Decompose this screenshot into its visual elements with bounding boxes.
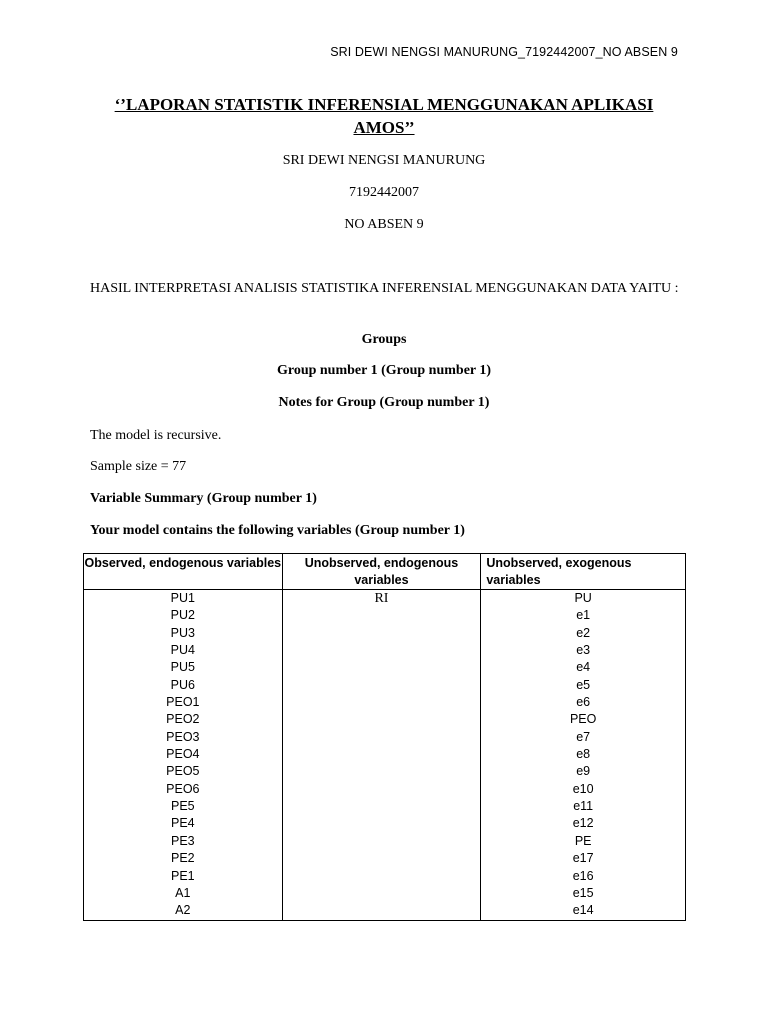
unobserved-endogenous-cell: [283, 902, 481, 919]
unobserved-exogenous-cell: e11: [573, 799, 594, 814]
groups-heading: Groups: [361, 332, 407, 347]
unobserved-endogenous-column: [282, 590, 481, 921]
unobserved-endogenous-cell: RI: [374, 591, 389, 606]
author-name: SRI DEWI NENGSI MANURUNG: [282, 153, 486, 168]
table-header-row: [84, 554, 686, 590]
unobserved-endogenous-cell: [283, 711, 481, 728]
notes-heading: Notes for Group (Group number 1): [278, 395, 490, 410]
intro-paragraph: HASIL INTERPRETASI ANALISIS STATISTIKA INFERENSIAL MENGGUNAKAN DATA YAITU :: [90, 281, 679, 296]
unobserved-exogenous-cell: e6: [576, 695, 591, 710]
model-recursive-note: The model is recursive.: [90, 428, 222, 443]
observed-variable-cell: PE4: [171, 816, 195, 831]
unobserved-exogenous-cell: e1: [576, 608, 591, 623]
unobserved-endogenous-cell: [283, 625, 481, 642]
unobserved-exogenous-cell: e8: [576, 747, 591, 762]
unobserved-exogenous-cell: e9: [576, 764, 591, 779]
observed-endogenous-column: [84, 590, 283, 921]
unobserved-exogenous-cell: e3: [576, 643, 591, 658]
header-unobserved-endogenous: Unobserved, endogenous variables: [282, 554, 481, 590]
unobserved-endogenous-cell: [283, 659, 481, 676]
unobserved-endogenous-cell: [283, 763, 481, 780]
unobserved-endogenous-cell: [283, 642, 481, 659]
unobserved-exogenous-column: [481, 590, 686, 921]
observed-variable-cell: PEO2: [166, 712, 200, 727]
unobserved-exogenous-cell: e12: [572, 816, 594, 831]
header-observed-endogenous: Observed, endogenous variables: [84, 554, 283, 590]
table-body-row: [84, 590, 686, 921]
observed-variable-cell: PE2: [171, 851, 195, 866]
unobserved-endogenous-cell: [283, 607, 481, 624]
unobserved-endogenous-cell: [283, 833, 481, 850]
unobserved-endogenous-cell: [283, 781, 481, 798]
unobserved-exogenous-cell: e17: [572, 851, 594, 866]
unobserved-endogenous-cell: [283, 746, 481, 763]
observed-variable-cell: PE3: [171, 833, 195, 848]
unobserved-exogenous-cell: e4: [576, 660, 591, 675]
unobserved-endogenous-cell: [283, 798, 481, 815]
unobserved-exogenous-cell: e10: [572, 781, 594, 796]
observed-variable-cell: PEO6: [166, 781, 200, 796]
author-absen: NO ABSEN 9: [344, 217, 424, 232]
observed-variable-cell: PE5: [171, 799, 195, 814]
unobserved-exogenous-cell: e14: [572, 903, 594, 918]
unobserved-endogenous-cell: [283, 677, 481, 694]
variable-summary-subheading: Your model contains the following variables (Group number 1): [90, 523, 465, 538]
unobserved-endogenous-cell: [283, 729, 481, 746]
observed-variable-cell: PU4: [170, 643, 195, 658]
unobserved-exogenous-cell: e16: [572, 868, 594, 883]
observed-variable-cell: PE1: [171, 868, 195, 883]
observed-variable-cell: PEO1: [166, 695, 200, 710]
unobserved-endogenous-cell: [283, 885, 481, 902]
observed-variable-cell: PU3: [170, 625, 195, 640]
unobserved-exogenous-cell: e15: [572, 885, 594, 900]
observed-variable-cell: PU1: [170, 591, 195, 605]
header-unobserved-exogenous: Unobserved, exogenous variables: [481, 554, 686, 590]
unobserved-exogenous-cell: PE: [574, 833, 592, 848]
observed-variable-cell: PU5: [170, 660, 195, 675]
unobserved-endogenous-cell: [283, 850, 481, 867]
page-header: SRI DEWI NENGSI MANURUNG_7192442007_NO ABSEN 9: [330, 45, 678, 59]
unobserved-exogenous-cell: e5: [576, 677, 591, 692]
unobserved-exogenous-cell: e7: [576, 729, 591, 744]
observed-variable-cell: A1: [175, 885, 191, 900]
observed-variable-cell: A2: [175, 903, 191, 918]
unobserved-endogenous-cell: [283, 815, 481, 832]
observed-variable-cell: PEO4: [166, 747, 200, 762]
observed-variable-cell: PEO5: [166, 764, 200, 779]
variable-summary-heading: Variable Summary (Group number 1): [90, 491, 317, 506]
sample-size-note: Sample size = 77: [90, 459, 187, 474]
author-id: 7192442007: [349, 185, 419, 200]
report-title: ‘’LAPORAN STATISTIK INFERENSIAL MENGGUNAKAN APLIKASI AMOS’’: [114, 95, 654, 137]
variables-table: [83, 553, 686, 921]
group-number-line: Group number 1 (Group number 1): [276, 363, 492, 378]
unobserved-exogenous-cell: PU: [574, 591, 592, 605]
unobserved-exogenous-cell: e2: [576, 625, 591, 640]
observed-variable-cell: PU2: [170, 608, 195, 623]
unobserved-endogenous-cell: [283, 694, 481, 711]
unobserved-endogenous-cell: [283, 868, 481, 885]
observed-variable-cell: PEO3: [166, 729, 200, 744]
observed-variable-cell: PU6: [170, 677, 195, 692]
unobserved-exogenous-cell: PEO: [569, 712, 597, 727]
